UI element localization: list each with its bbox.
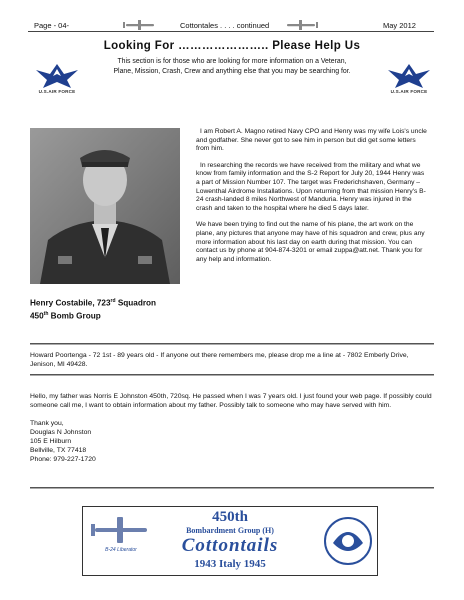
bomber-plane-icon	[122, 19, 158, 31]
bomber-plane-icon	[283, 19, 319, 31]
signoff-line: Bellville, TX 77418	[30, 447, 87, 454]
letter-paragraph: In researching the records we have received from the military and what we know from family information and the S-2 Report for July 20, 1944 Henry was a part of Mission Number 107. The target was Frederichshaven, Germany – Lowenthal Airdrome Installations. Upon returning from that mission Henry's B-24 crash-landed 8 miles Northwest of Manduria. Henry was injured in the crash and taken to the hospital where he died 5 days later.	[196, 161, 426, 212]
header-rule	[28, 31, 434, 32]
section-title: Cottontales . . . . continued	[180, 21, 270, 30]
letter-magno	[196, 128, 428, 264]
plane-label: B-24 Liberator	[105, 547, 137, 553]
banner-cottontails: Cottontails	[181, 535, 279, 556]
logo-label: U.S.AIR FORCE	[38, 89, 76, 94]
caption-group	[30, 309, 156, 322]
section-divider	[30, 487, 434, 489]
notice-body: Hello, my father was Norris E Johnston 450th, 720sq. He passed when I was 7 years old. I just found your web page. If possibly could someone call me, I want to obtain information about my father. Possibly talk to someone who may have served with him.	[30, 393, 432, 409]
section-divider	[30, 343, 434, 345]
caption-name-sup: rd	[110, 298, 116, 304]
signoff-line: Douglas N Johnston	[30, 429, 92, 436]
banner-group-number: 450th	[212, 509, 248, 525]
letter-paragraph: We have been trying to find out the name of his plane, the art work on the plane, any pictures that anyone may have of his squadron and crew, plus any more information about his last day on earth during that mission. You can contact us by phone at 904-874-3201 or email zuppa@att.net. Thank you for any help and information.	[196, 221, 425, 263]
page-title: Looking For ………………….. Please Help Us	[103, 40, 361, 52]
issue-date: May 2012	[383, 21, 416, 30]
signoff-line: 105 E Hilburn	[30, 438, 72, 445]
usaf-wings-icon	[386, 62, 432, 90]
signoff-line: Thank you,	[30, 420, 64, 427]
caption-group-sup: th	[43, 310, 49, 317]
soldier-photo	[30, 128, 180, 284]
letter-paragraph: I am Robert A. Magno retired Navy CPO and Henry was my wife Lois's uncle and godfather. She never got to see him in person but did get some letters from him.	[196, 128, 427, 153]
caption-name-tail: Squadron	[115, 298, 157, 308]
notice-johnston	[30, 392, 434, 464]
page-number: Page - 04-	[34, 21, 70, 30]
usaf-wings-icon	[34, 62, 80, 90]
usaf-logo-left	[34, 62, 80, 98]
usaf-logo-right	[386, 62, 432, 98]
signoff-line: Phone: 979-227-1720	[30, 456, 96, 463]
cottontails-banner	[82, 506, 378, 576]
banner-group-name: Bombardment Group (H)	[186, 526, 274, 535]
photo-caption	[30, 296, 156, 321]
caption-group-tail: Bomb Group	[48, 311, 101, 321]
caption-name-text: Henry Costabile, 723	[30, 298, 111, 308]
intro-line: Plane, Mission, Crash, Crew and anything else that you may be searching for.	[113, 67, 351, 75]
section-divider	[30, 374, 434, 376]
logo-label: U.S.AIR FORCE	[390, 89, 428, 94]
notice-poortenga: Howard Poortenga - 72 1st - 89 years old - If anyone out there remembers me, please drop me a line at - 7802 Emberly Drive, Jenison, MI 49428.	[30, 352, 409, 368]
caption-group-text: 450	[30, 311, 44, 321]
section-intro	[96, 57, 368, 76]
notice-signoff	[30, 419, 434, 464]
caption-name	[30, 296, 156, 309]
intro-line: This section is for those who are looking for more information on a Veteran,	[117, 58, 347, 65]
banner-years: 1943 Italy 1945	[194, 558, 266, 570]
